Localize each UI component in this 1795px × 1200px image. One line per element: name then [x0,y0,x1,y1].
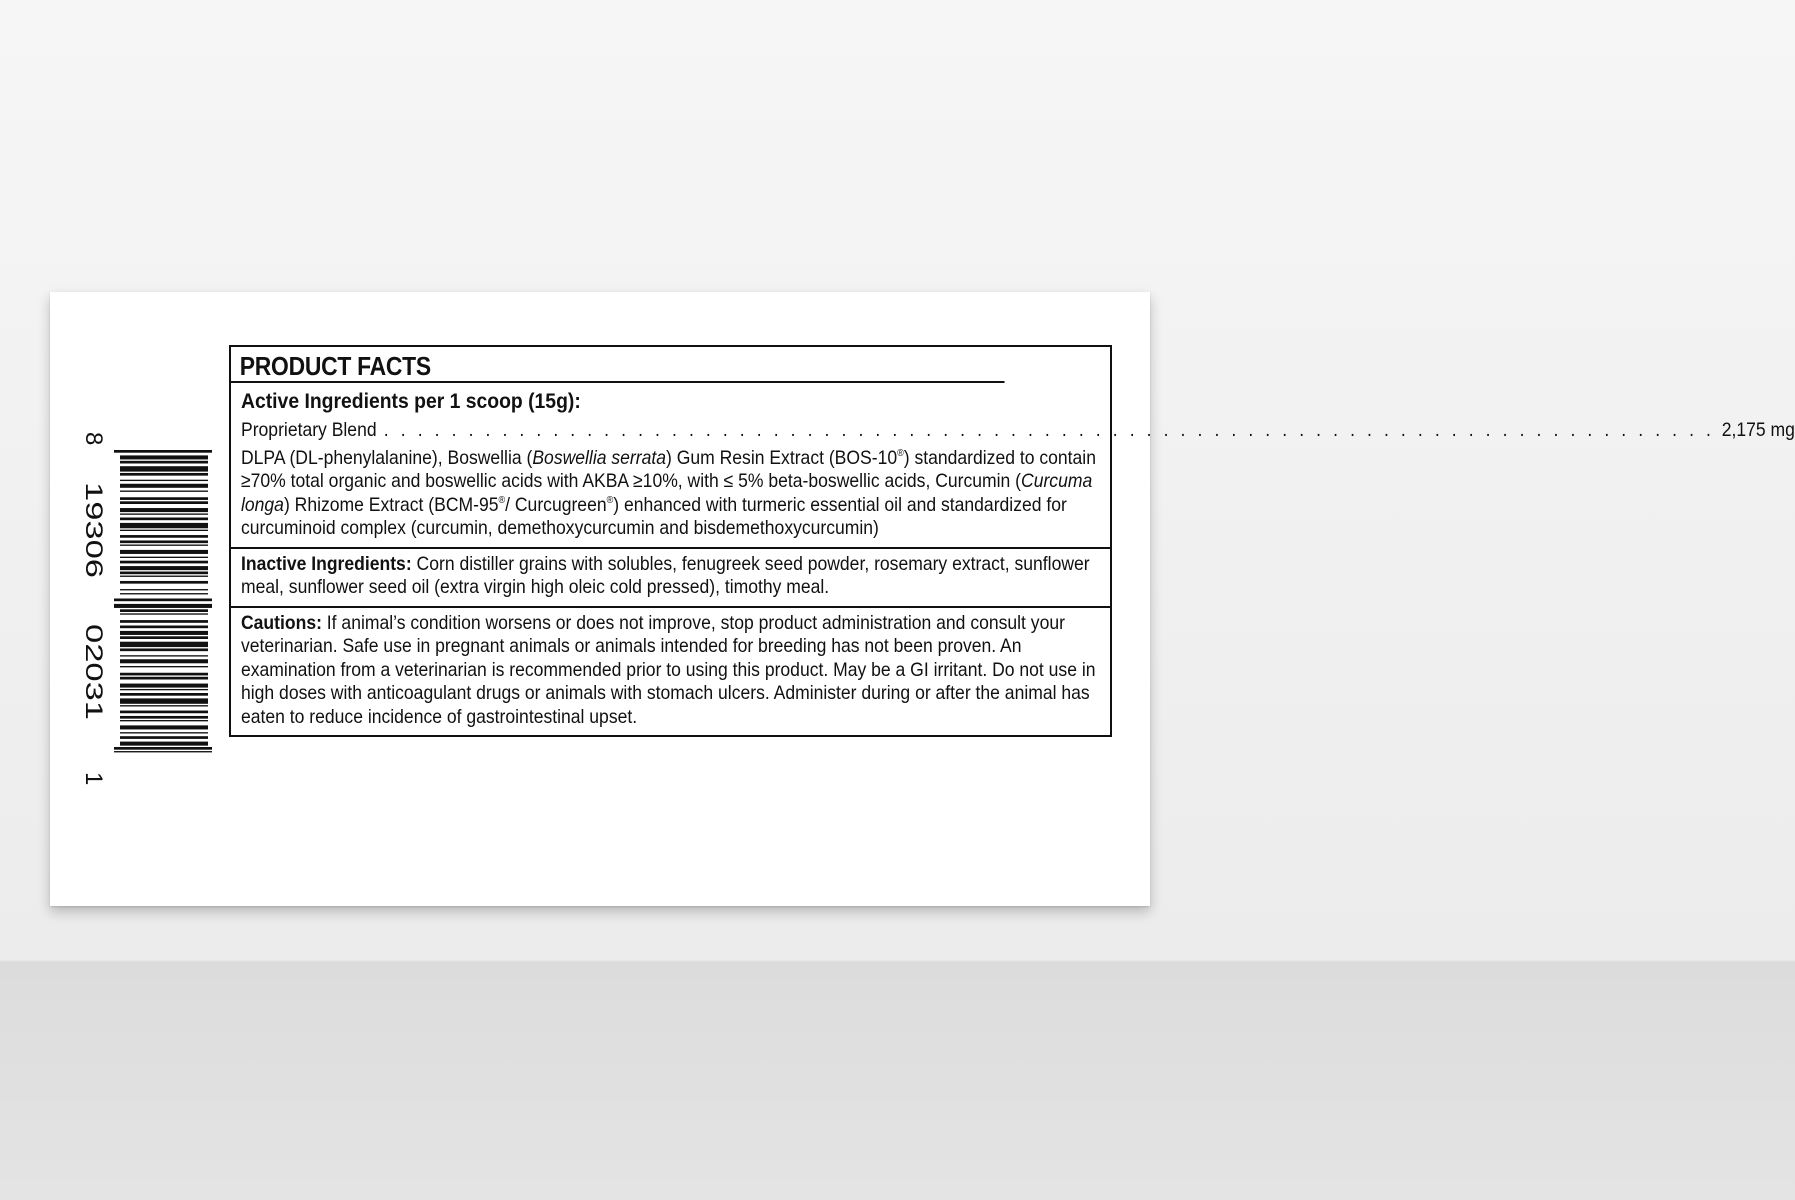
barcode-bar [120,626,208,629]
barcode-digits-group-2: 02031 [80,624,107,691]
inactive-ingredients-text: Corn distiller grains with solubles, fenugreek seed powder, rosemary extract, sunflower meal, sunflower seed oil (extra virgin high oleic cold pressed), timothy meal. [241,552,1090,598]
barcode-bar [120,613,208,614]
barcode-bar [120,666,208,667]
cautions-text: If animal’s condition worsens or does not improve, stop product administration and consult your veterinarian. Safe use in pregnant animals or animals intended for breeding has not been proven. An examination from a veterinarian is recommended prior to using this product. May be a GI irritant. Do not use in high doses with anticoagulant drugs or animals with stomach ulcers. Administer during or after the animal has eaten to reduce incidence of gastrointestinal upset. [241,611,1096,728]
barcode-bar [120,689,208,690]
barcode-bar [120,673,208,676]
barcode [80,418,222,794]
barcode-bar [120,480,208,481]
barcode-bar [120,593,208,594]
barcode-bar [120,655,208,656]
barcode-bar [120,455,208,459]
barcode-bar [120,684,208,688]
barcode-bar [120,711,208,714]
barcode-bar [120,636,208,639]
barcode-digits-group-1: 19306 [80,482,107,549]
barcode-bar [120,535,208,538]
barcode-bar [120,716,208,719]
barcode-bar [120,484,208,488]
barcode-bar [120,566,208,570]
barcode-bar [120,550,208,554]
barcode-bar [114,747,212,750]
blend-amount: 2,175 mg [1721,419,1795,441]
inactive-ingredients-section [231,547,1110,606]
barcode-bar [120,642,208,647]
barcode-bar [120,693,208,696]
leader-dots: . . . . . . . . . . . . . . . . . . . . . . . . . . . . . . . . . . . . . . . . . . . . . . . . . . . . . . . . . . . . . . . . . . . . . . . . . . . . . . . [383,419,1715,441]
barcode-bar [114,599,212,602]
barcode-bar [120,581,208,584]
barcode-bar [114,604,212,608]
barcode-bar [120,620,208,623]
barcode-bar [120,725,208,729]
proprietary-blend-row [241,419,1795,443]
barcode-bar [120,736,208,739]
product-facts-title: PRODUCT FACTS [231,347,1005,383]
cautions-label: Cautions: [241,611,322,634]
barcode-bar [120,501,208,504]
blend-ingredients-text: DLPA (DL-phenylalanine), Boswellia (Boswellia serrata) Gum Resin Extract (BOS-10®) standardized to contain ≥70% total organic and boswellic acids with AKBA ≥10%, with ≤ 5% beta-boswellic acids, Curcumin (Curcuma longa) Rhizome Extract (BCM-95®/ Curcugreen®) enhanced with turmeric essential oil and standardized for curcuminoid complex (curcumin, demethoxycurcumin and bisdemethoxycurcumin) [241,446,1096,539]
blend-name: Proprietary Blend [241,419,377,441]
barcode-bar [120,523,208,528]
barcode-bar [120,609,208,612]
barcode-bar [120,572,208,575]
barcode-bar [120,561,208,564]
barcode-bar [120,491,208,492]
barcode-bar [120,508,208,512]
barcode-bar [120,497,208,500]
active-ingredients-heading: Active Ingredients per 1 scoop (15g): [241,389,581,413]
barcode-bars [114,450,212,752]
barcode-bar [120,530,208,531]
cautions-section [231,606,1110,736]
active-ingredients-section [231,383,1795,547]
barcode-bar [120,631,208,635]
barcode-bar [120,518,208,521]
barcode-bar [114,450,212,453]
barcode-bar [120,466,208,471]
barcode-bar [120,540,208,543]
barcode-bar [114,751,212,752]
barcode-graphic [80,418,222,794]
barcode-bar [120,557,208,558]
barcode-bar [120,677,208,680]
barcode-bar [120,461,208,464]
barcode-bar [120,648,208,651]
barcode-bar [120,545,208,546]
barcode-bar [120,576,208,577]
inactive-ingredients-label: Inactive Ingredients: [241,552,412,575]
barcode-bar [120,698,208,703]
barcode-digit-left: 8 [80,432,107,446]
barcode-bar [120,720,208,721]
barcode-bar [120,473,208,476]
barcode-bar [120,589,208,590]
product-facts-panel [229,345,1795,737]
barcode-bar [120,742,208,746]
barcode-bar [120,513,208,514]
barcode-bar [120,705,208,706]
barcode-digit-right: 1 [80,772,107,786]
barcode-bar [120,659,208,663]
barcode-bar [120,732,208,733]
